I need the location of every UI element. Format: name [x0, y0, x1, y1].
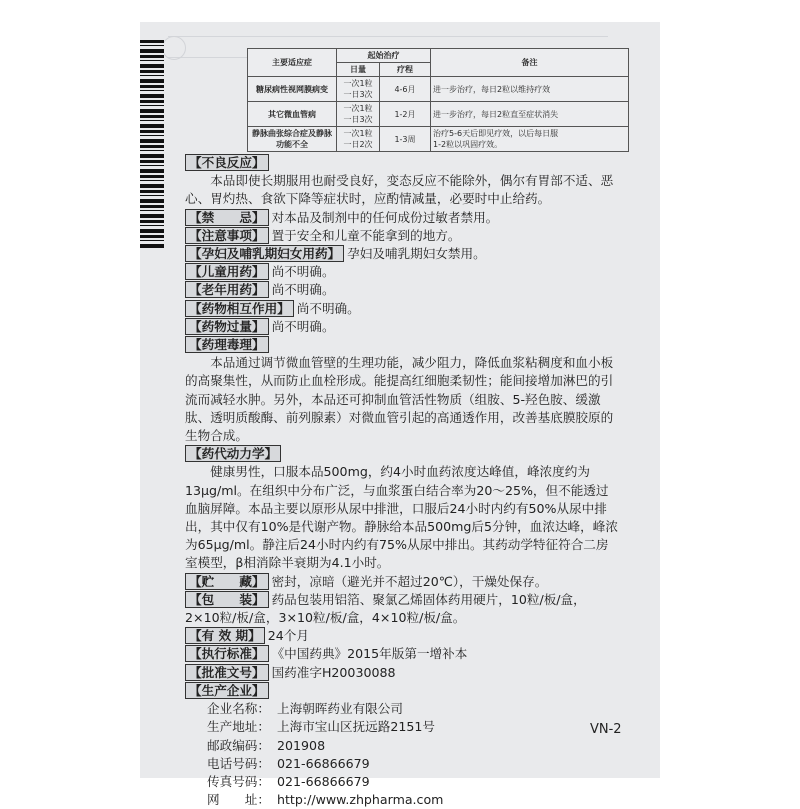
col-course: 疗程: [380, 63, 431, 77]
company-zip: 201908: [277, 737, 326, 753]
company-address: 上海市宝山区抚远路2151号: [277, 719, 435, 735]
text-interaction: 尚不明确。: [296, 300, 360, 316]
heading-notes: 【注意事项】: [185, 227, 269, 244]
leaflet-body: [185, 154, 620, 809]
text-elderly: 尚不明确。: [271, 282, 335, 298]
heading-storage: 【贮 藏】: [185, 573, 269, 590]
barcode: [140, 40, 164, 250]
dosage-table: [247, 48, 629, 152]
company-phone: 021-66866679: [277, 755, 370, 771]
text-storage: 密封，凉暗（避光并不超过20℃），干燥处保存。: [271, 573, 548, 589]
table-row: 其它微血管病 一次1粒 一日3次 1-2月 进一步治疗，每日2粒直至症状消失: [248, 102, 629, 127]
col-note: 备注: [431, 49, 629, 77]
text-overdose: 尚不明确。: [271, 318, 335, 334]
text-adverse: 本品即使长期服用也耐受良好，变态反应不能除外，偶尔有胃部不适、恶心、胃灼热、食欲下降等症状时，应酌情减量，必要时中止给药。: [185, 173, 614, 207]
heading-interaction: 【药物相互作用】: [185, 300, 294, 317]
text-contra: 对本品及制剂中的任何成份过敏者禁用。: [271, 209, 499, 225]
table-row: 糖尿病性视网膜病变 一次1粒 一日3次 4-6月 进一步治疗，每日2粒以维持疗效: [248, 77, 629, 102]
text-notes: 置于安全和儿童不能拿到的地方。: [271, 227, 461, 243]
company-name: 上海朝晖药业有限公司: [277, 701, 403, 717]
text-pharmacology: 本品通过调节微血管壁的生理功能，减少阻力，降低血浆粘稠度和血小板的高聚集性，从而防止血栓形成。能提高红细胞柔韧性；能间接增加淋巴的引流而减轻水肿。另外，本品还可抑制血管活性物质（组胺、5-羟色胺、缓激肽、透明质酸酶、前列腺素）对微血管引起的高通透作用，改善基底膜胶原的生物合成。: [185, 355, 614, 444]
heading-pregnancy: 【孕妇及哺乳期妇女用药】: [185, 245, 344, 262]
heading-manufacturer: 【生产企业】: [185, 682, 269, 699]
heading-standard: 【执行标准】: [185, 645, 269, 662]
col-indication: 主要适应症: [248, 49, 337, 77]
text-validity: 24个月: [267, 628, 309, 644]
text-package: 药品包装用铝箔、聚氯乙烯固体药用硬片，10粒/板/盒，2×10粒/板/盒，3×10粒/板/盒，4×10粒/板/盒。: [185, 591, 586, 626]
table-row: 静脉曲张综合症及静脉功能不全 一次1粒 一日2次 1-3周 治疗5-6天后即见疗效，以后每日服 1-2粒以巩固疗效。: [248, 127, 629, 152]
show-through-logo: [162, 36, 186, 60]
company-info: 企业名称： 上海朝晖药业有限公司 生产地址： 上海市宝山区抚远路2151号 邮政编码： 201908 电话号码： 021-66866679 传真号码： 021-66866679 网 址： http://www.zhpharma.com: [207, 701, 444, 808]
heading-adverse: 【不良反应】: [185, 154, 269, 171]
heading-kinetics: 【药代动力学】: [185, 445, 281, 462]
company-website: http://www.zhpharma.com: [277, 792, 444, 808]
heading-validity: 【有 效 期】: [185, 627, 265, 644]
text-approval: 国药准字H20030088: [271, 664, 396, 680]
text-children: 尚不明确。: [271, 264, 335, 280]
heading-contra: 【禁 忌】: [185, 209, 269, 226]
heading-pharmacology: 【药理毒理】: [185, 336, 269, 353]
heading-overdose: 【药物过量】: [185, 318, 269, 335]
heading-children: 【儿童用药】: [185, 263, 269, 280]
version-code: VN-2: [590, 722, 622, 737]
heading-approval: 【批准文号】: [185, 664, 269, 681]
col-dose: 日量: [337, 63, 380, 77]
text-kinetics: 健康男性，口服本品500mg，约4小时血药浓度达峰值，峰浓度约为13μg/ml。在组织中分布广泛，与血浆蛋白结合率为20～25%，但不能透过血脑屏障。本品主要以原形从尿中排泄，口服后24小时内约有50%从尿中排出，其中仅有10%是代谢产物。静脉给本品500mg后5分钟，血浓达峰，峰浓为65μg/ml。静注后24小时内约有75%从尿中排出。其药动学特征符合二房室模型，β相消除半衰期为4.1小时。: [185, 464, 618, 571]
heading-package: 【包 装】: [185, 591, 269, 608]
heading-elderly: 【老年用药】: [185, 281, 269, 298]
text-standard: 《中国药典》2015年版第一增补本: [271, 646, 468, 662]
text-pregnancy: 孕妇及哺乳期妇女禁用。: [347, 246, 486, 262]
col-start: 起始治疗: [337, 49, 431, 63]
company-fax: 021-66866679: [277, 773, 370, 789]
